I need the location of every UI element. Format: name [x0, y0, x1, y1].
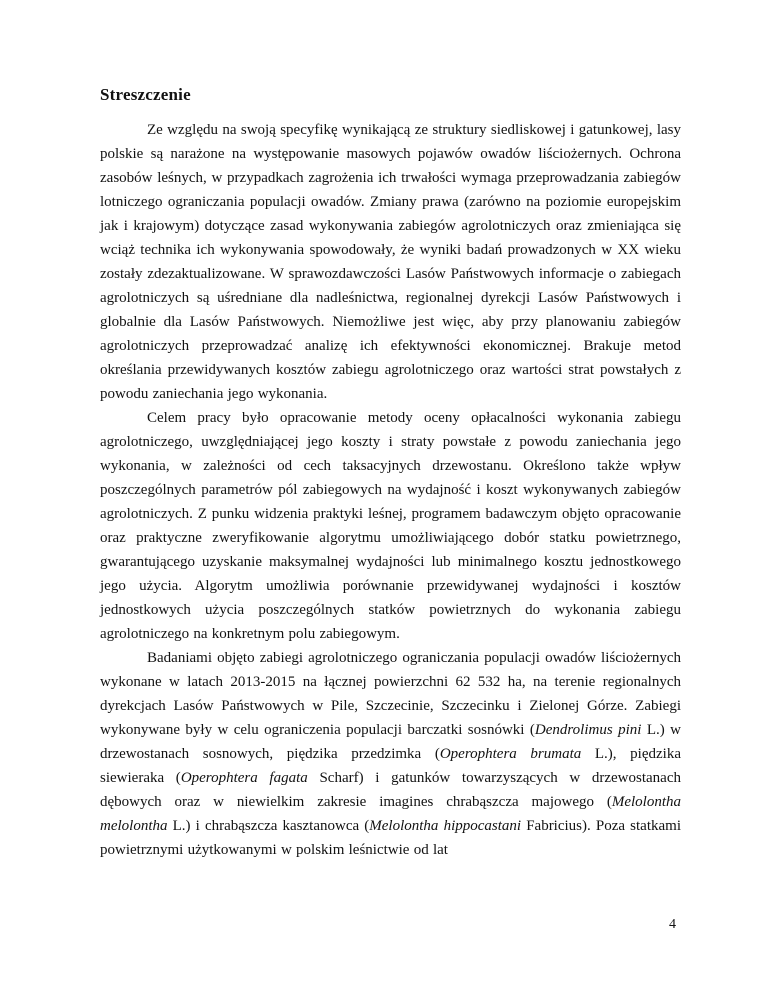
text-run: Badaniami objęto zabiegi agrolotniczego ograniczania populacji owadów liściożernych wykonane w latach 2013-2015 na łącznej powierzchni 62 532 ha, na terenie regionalnych dyrekcjach Lasów Państwowych w Pile, Szczecinie, Szczecinku i Zielonej Górze. Zabiegi wykonywane były w celu ograniczenia populacji barczatki sosnówki ( [100, 650, 681, 738]
text-run: L.) w drzewostanach sosnowych, piędzika przedzimka ( [100, 722, 681, 762]
italic-text-run: Melolontha hippocastani [369, 818, 522, 834]
italic-text-run: Operophtera fagata [180, 770, 308, 786]
italic-text-run: Dendrolimus pini [534, 722, 642, 738]
document-body [100, 118, 681, 862]
document-content [100, 84, 681, 862]
page-number: 4 [669, 917, 676, 932]
section-title: Streszczenie [100, 85, 191, 104]
paragraph [100, 118, 681, 406]
text-run: L.) i chrabąszcza kasztanowca ( [167, 818, 370, 834]
text-run: Scharf) i gatunków towarzyszących w drzewostanach dębowych oraz w niewielkim zakresie imagines chrabąszcza majowego ( [100, 770, 681, 810]
page-footer [100, 915, 676, 935]
text-run: L.), piędzika siewieraka ( [100, 746, 681, 786]
paragraph [100, 406, 681, 646]
text-run: Celem pracy było opracowanie metody oceny opłacalności wykonania zabiegu agrolotniczego, uwzględniającej jego koszty i straty powstałe z powodu zaniechania jego wykonania, w zależności od cech taksacyjnych drzewostanu. Określono także wpływ poszczególnych parametrów pól zabiegowych na wydajność i koszt wykonywanych zabiegów agrolotniczych. Z punku widzenia praktyki leśnej, programem badawczym objęto opracowanie oraz praktyczne zweryfikowanie algorytmu umożliwiającego dobór statku powietrznego, gwarantującego uzyskanie maksymalnej wydajności lub minimalnego kosztu jednostkowego jego użycia. Algorytm umożliwia porównanie przewidywanej wydajności i kosztów jednostkowych użycia poszczególnych statków powietrznych do wykonania zabiegu agrolotniczego na konkretnym polu zabiegowym. [100, 410, 681, 642]
italic-text-run: Operophtera brumata [439, 746, 582, 762]
text-run: Fabricius). Poza statkami powietrznymi użytkowanymi w polskim leśnictwie od lat [100, 818, 681, 858]
text-run: Ze względu na swoją specyfikę wynikającą ze struktury siedliskowej i gatunkowej, lasy polskie są narażone na występowanie masowych pojawów owadów liściożernych. Ochrona zasobów leśnych, w przypadkach zagrożenia ich trwałości wymaga przeprowadzania zabiegów lotniczego ograniczania populacji owadów. Zmiany prawa (zarówno na poziomie europejskim jak i krajowym) dotyczące zasad wykonywania zabiegów agrolotniczych oraz zmieniająca się wciąż technika ich wykonywania spowodowały, że wyniki badań prowadzonych w XX wieku zostały zdezaktualizowane. W sprawozdawczości Lasów Państwowych informacje o zabiegach agrolotniczych są uśredniane dla nadleśnictwa, regionalnej dyrekcji Lasów Państwowych i globalnie dla Lasów Państwowych. Niemożliwe jest więc, aby przy planowaniu zabiegów agrolotniczych przeprowadzać analizę ich efektywności ekonomicznej. Brakuje metod określania przewidywanych kosztów zabiegu agrolotniczego oraz wartości strat powstałych z powodu zaniechania jego wykonania. [100, 122, 681, 402]
italic-text-run: Melolontha melolontha [100, 794, 681, 834]
paragraph [100, 646, 681, 862]
